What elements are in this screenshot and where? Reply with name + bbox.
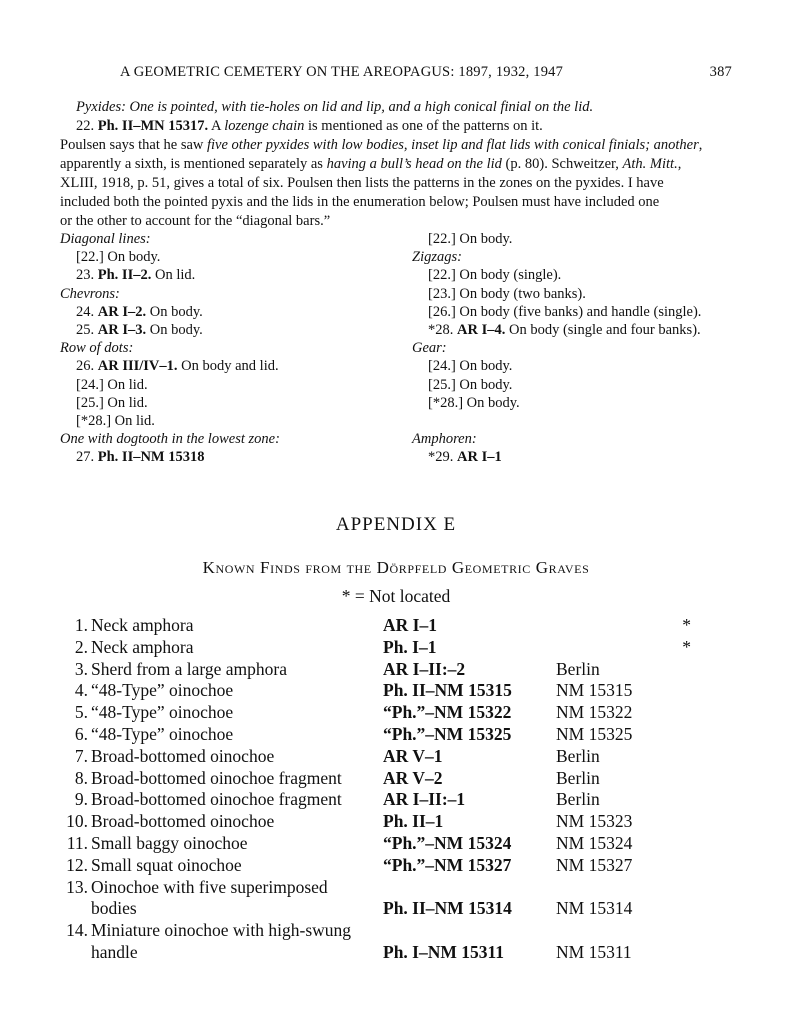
row-location: NM 15314 (556, 898, 633, 919)
entry-text: is mentioned as one of the patterns on it. (308, 118, 543, 134)
row-location (556, 615, 636, 637)
item-code: Ph. II–2. (97, 267, 152, 284)
finds-table-body (56, 615, 691, 964)
row-number (56, 942, 91, 964)
list-item (412, 321, 701, 339)
row-description: Neck amphora (91, 615, 194, 635)
row-description: “48-Type” oinochoe (91, 723, 234, 744)
right-column (412, 230, 701, 466)
row-location: Berlin (556, 658, 600, 679)
row-not-located-mark (636, 789, 691, 811)
row-description: Broad-bottomed oinochoe (91, 811, 275, 832)
row-description: Small baggy oinochoe (91, 832, 248, 853)
pattern-heading: Diagonal lines: (60, 231, 151, 247)
row-number: 12. (66, 854, 88, 875)
row-not-located-mark: * (682, 615, 691, 635)
row-catalog-code: Ph. I–1 (383, 636, 437, 657)
item-text: On lid. (154, 267, 196, 284)
item-num: 26. (76, 358, 95, 375)
left-column (60, 230, 280, 467)
table-row (56, 877, 691, 899)
entry-text: A (210, 118, 221, 134)
row-not-located-mark (636, 768, 691, 790)
page-number: 387 (709, 64, 732, 80)
pattern-heading: Gear: (412, 340, 447, 357)
pyxides-intro-text: Pyxides: One is pointed, with tie-holes on lid and lip, and a high conical finial on the lid. (76, 99, 594, 115)
row-description: Oinochoe with five superimposed (91, 876, 328, 897)
row-catalog-code: Ph. II–NM 15314 (383, 898, 512, 919)
table-row (56, 920, 691, 942)
row-number: 6. (74, 723, 88, 744)
text: (p. 80). Schweitzer, (505, 156, 619, 172)
row-location: Berlin (556, 789, 600, 810)
paragraph-line: XLIII, 1918, p. 51, gives a total of six. Poulsen then lists the patterns in the zones on the pyxides. I have (60, 175, 664, 191)
text: Poulsen says that he saw (60, 137, 204, 153)
pyxides-entry-22 (76, 117, 543, 136)
list-item (60, 303, 280, 321)
row-number: 5. (74, 702, 88, 723)
row-catalog-code (383, 920, 556, 942)
row-location: Berlin (556, 767, 600, 788)
list-item (412, 448, 701, 466)
list-item: [22.] On body. (76, 249, 161, 266)
row-location: NM 15311 (556, 941, 632, 962)
row-description: Neck amphora (91, 636, 194, 657)
row-catalog-code: AR V–2 (383, 767, 443, 788)
row-not-located-mark (636, 724, 691, 746)
list-item: [22.] On body. (428, 231, 513, 247)
pattern-heading: One with dogtooth in the lowest zone: (60, 431, 280, 448)
row-not-located-mark (636, 855, 691, 877)
entry-code: Ph. II–MN 15317. (97, 118, 209, 134)
appendix-title: APPENDIX E (335, 514, 457, 535)
row-number: 1. (74, 615, 88, 635)
row-number: 14. (66, 920, 88, 941)
item-code: AR III/IV–1. (97, 358, 178, 375)
pattern-heading: Amphoren: (412, 431, 477, 448)
row-catalog-code: Ph. II–1 (383, 811, 444, 832)
row-description: Broad-bottomed oinochoe (91, 745, 275, 766)
row-number: 4. (74, 680, 88, 701)
row-catalog-code: “Ph.”–NM 15327 (383, 854, 512, 875)
italic-text: having a bull’s head on the lid (326, 156, 502, 172)
item-text: On body. (149, 322, 203, 339)
entry-italic: lozenge chain (224, 118, 305, 134)
item-num: 23. (76, 267, 95, 284)
row-location (556, 637, 636, 659)
row-catalog-code: AR I–1 (383, 615, 437, 635)
row-location (556, 920, 636, 942)
row-not-located-mark (636, 877, 691, 899)
table-row (56, 615, 691, 637)
paragraph-line: or the other to account for the “diagonal bars.” (60, 213, 331, 229)
table-row (56, 855, 691, 877)
item-num: *29. (428, 449, 454, 466)
row-number: 7. (74, 745, 88, 766)
row-location: NM 15315 (556, 680, 633, 701)
item-text: On body and lid. (181, 358, 279, 375)
list-item: [23.] On body (two banks). (428, 285, 586, 302)
row-number: 3. (74, 658, 88, 679)
row-description: bodies (91, 898, 137, 919)
row-catalog-code: “Ph.”–NM 15324 (383, 832, 512, 853)
row-description: “48-Type” oinochoe (91, 702, 234, 723)
row-location: NM 15323 (556, 811, 633, 832)
list-item: [*28.] On body. (428, 394, 520, 411)
list-item: [24.] On body. (428, 358, 513, 375)
row-not-located-mark (636, 898, 691, 920)
row-catalog-code (383, 877, 556, 899)
row-description: Sherd from a large amphora (91, 658, 287, 679)
table-row (56, 637, 691, 659)
table-row (56, 659, 691, 681)
pyxides-intro (76, 98, 593, 117)
list-item: [24.] On lid. (76, 376, 148, 393)
list-item (60, 266, 280, 284)
pattern-heading: Chevrons: (60, 285, 120, 302)
item-num: 27. (76, 449, 95, 466)
row-catalog-code: “Ph.”–NM 15325 (383, 723, 512, 744)
text: , (677, 156, 682, 172)
row-description: Broad-bottomed oinochoe fragment (91, 789, 342, 810)
text: , (698, 137, 703, 153)
entry-number: 22. (76, 118, 95, 134)
table-row (56, 942, 691, 964)
table-row (56, 833, 691, 855)
row-not-located-mark (636, 942, 691, 964)
pattern-heading: Row of dots: (60, 340, 134, 357)
row-description: Miniature oinochoe with high-swung (91, 920, 352, 941)
item-num: 25. (76, 322, 95, 339)
row-number: 8. (74, 767, 88, 788)
list-item: [25.] On lid. (76, 394, 148, 411)
row-number: 11. (66, 832, 88, 853)
table-row (56, 702, 691, 724)
item-num: *28. (428, 322, 454, 339)
row-not-located-mark (636, 746, 691, 768)
row-catalog-code: AR V–1 (383, 745, 443, 766)
list-item: [*28.] On lid. (76, 413, 155, 430)
row-location: Berlin (556, 745, 600, 766)
spacer (412, 412, 701, 430)
header-title: A GEOMETRIC CEMETERY ON THE AREOPAGUS: 1897, 1932, 1947 (120, 64, 564, 80)
row-not-located-mark (636, 659, 691, 681)
row-not-located-mark (636, 833, 691, 855)
row-catalog-code: Ph. I–NM 15311 (383, 941, 505, 962)
row-location (556, 877, 636, 899)
row-not-located-mark (636, 680, 691, 702)
row-catalog-code: “Ph.”–NM 15322 (383, 702, 512, 723)
item-code: Ph. II–NM 15318 (97, 449, 205, 466)
table-row (56, 724, 691, 746)
item-code: AR I–4. (457, 322, 506, 339)
row-number: 10. (66, 811, 88, 832)
italic-text: Ath. Mitt. (622, 156, 678, 172)
row-number: 9. (74, 789, 88, 810)
row-number (56, 898, 91, 920)
text: apparently a sixth, is mentioned separately as (60, 156, 323, 172)
item-code: AR I–2. (97, 303, 147, 320)
paragraph-line (60, 155, 681, 174)
running-header (120, 64, 732, 81)
table-row (56, 898, 691, 920)
row-description: Broad-bottomed oinochoe fragment (91, 767, 342, 788)
row-catalog-code: AR I–II:–1 (383, 789, 466, 810)
list-item: [25.] On body. (428, 376, 513, 393)
row-not-located-mark (636, 811, 691, 833)
table-row (56, 746, 691, 768)
pattern-heading: Zigzags: (412, 249, 462, 266)
item-code: AR I–1 (457, 449, 502, 466)
item-text: On body (single and four banks). (508, 322, 701, 339)
paragraph-line: included both the pointed pyxis and the lids in the enumeration below; Poulsen must have included one (60, 194, 660, 210)
italic-text: five other pyxides with low bodies, inset lip and flat lids with conical finials; another (207, 137, 699, 153)
row-catalog-code: AR I–II:–2 (383, 658, 466, 679)
row-number: 13. (66, 876, 88, 897)
paragraph-line (60, 136, 702, 155)
list-item (60, 357, 280, 375)
appendix-subtitle: Known Finds from the Dörpfeld Geometric Graves (202, 558, 590, 577)
list-item: [26.] On body (five banks) and handle (single). (428, 303, 702, 320)
item-code: AR I–3. (97, 322, 147, 339)
row-description: “48-Type” oinochoe (91, 680, 234, 701)
item-text: On body. (149, 303, 203, 320)
list-item (60, 448, 280, 466)
row-catalog-code: Ph. II–NM 15315 (383, 680, 512, 701)
row-location: NM 15325 (556, 723, 633, 744)
table-row (56, 768, 691, 790)
list-item (60, 321, 280, 339)
finds-table (56, 615, 691, 964)
row-location: NM 15322 (556, 702, 633, 723)
row-description: handle (91, 941, 138, 962)
row-location: NM 15324 (556, 832, 633, 853)
item-num: 24. (76, 303, 95, 320)
table-row (56, 680, 691, 702)
row-location: NM 15327 (556, 854, 633, 875)
table-row (56, 811, 691, 833)
row-number: 2. (74, 636, 88, 657)
row-not-located-mark (636, 920, 691, 942)
table-row (56, 789, 691, 811)
appendix-legend: * = Not located (341, 586, 451, 606)
row-not-located-mark: * (682, 636, 691, 657)
row-description: Small squat oinochoe (91, 854, 242, 875)
list-item: [22.] On body (single). (428, 267, 562, 284)
row-not-located-mark (636, 702, 691, 724)
